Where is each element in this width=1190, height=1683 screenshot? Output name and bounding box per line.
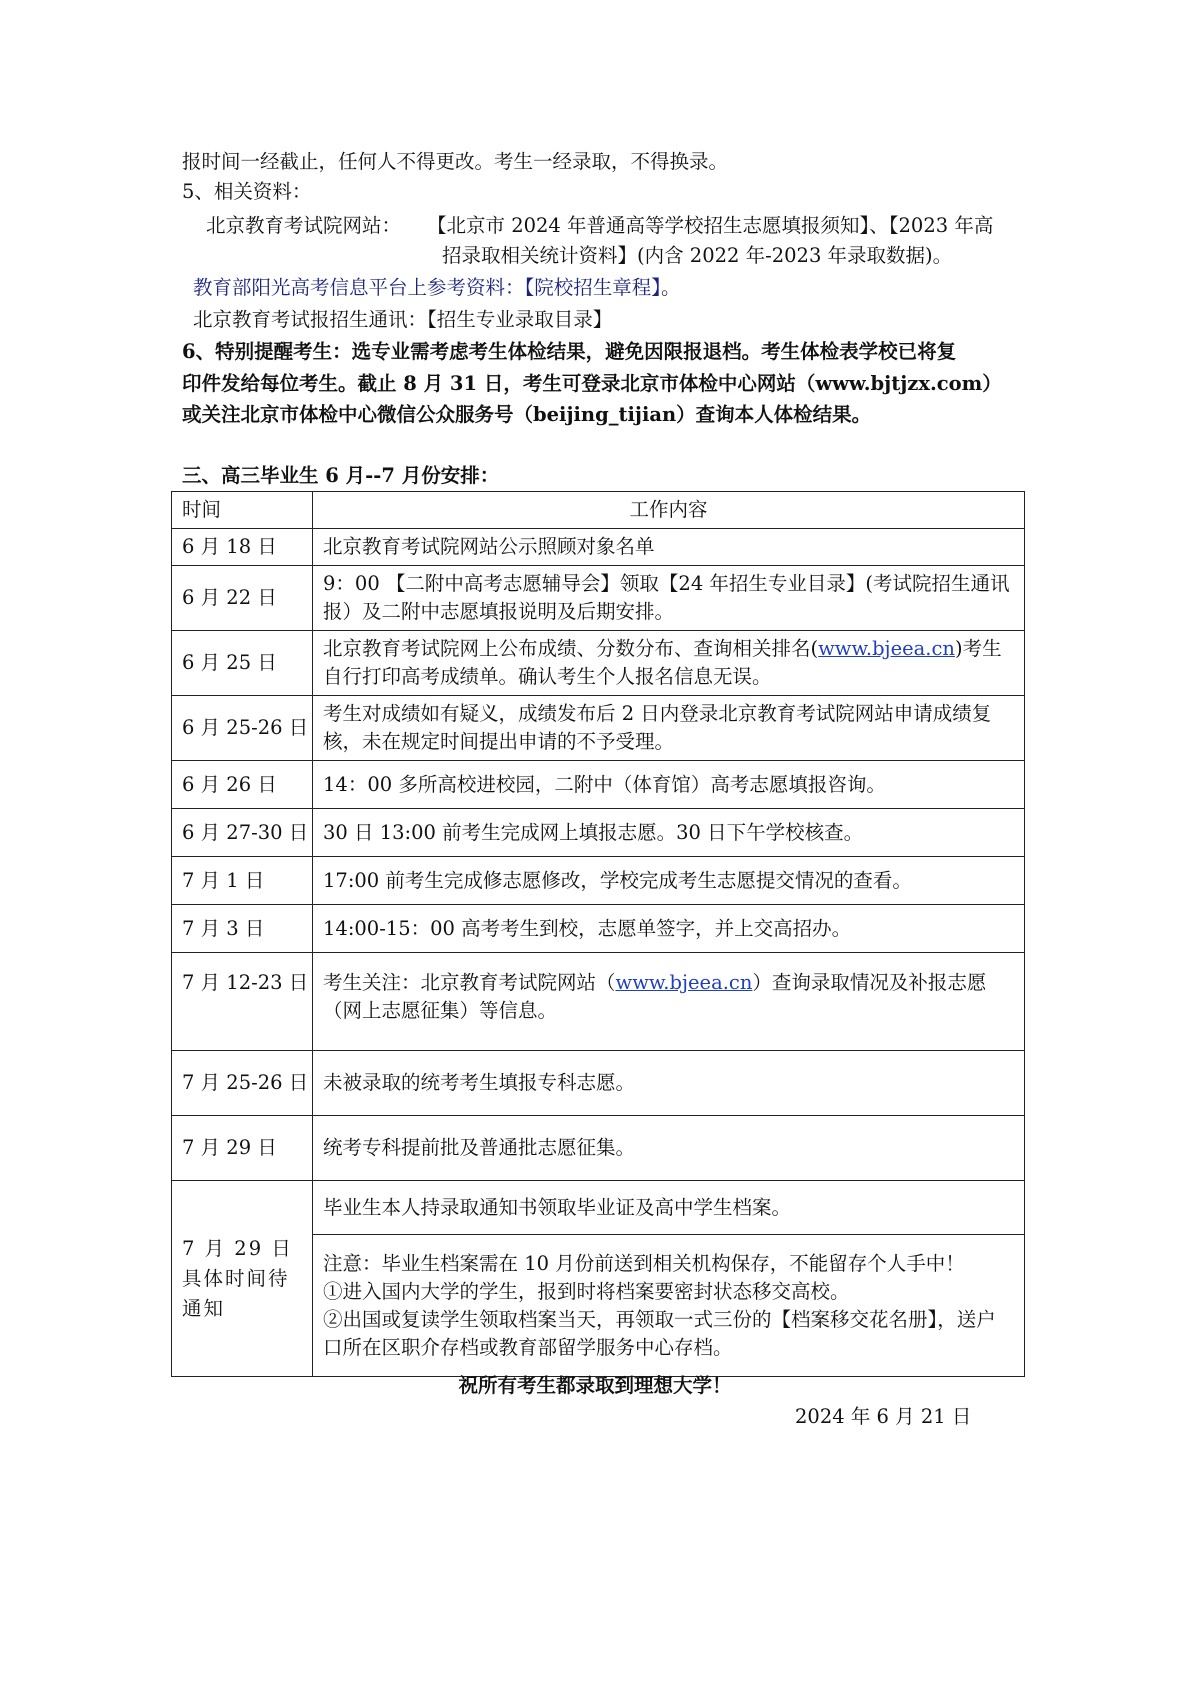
table-row: [172, 809, 1025, 857]
row-time: 6 月 27-30 日: [172, 809, 313, 857]
item6-line2: 印件发给每位考生。截止 8 月 31 日，考生可登录北京市体检中心网站（www.bjtjzx.com）: [182, 372, 1002, 395]
table-row: [172, 905, 1025, 953]
site-docs-line2: 招录取相关统计资料】(内含 2022 年-2023 年录取数据)。: [442, 244, 953, 267]
site-docs-line1: 【北京市 2024 年普通高等学校招生志愿填报须知】、【2023 年高: [427, 214, 994, 237]
table-row: [172, 857, 1025, 905]
row-time: 7 月 25-26 日: [172, 1051, 313, 1116]
row-content: 统考专科提前批及普通批志愿征集。: [313, 1116, 1025, 1181]
row-content: 9：00 【二附中高考志愿辅导会】领取【24 年招生专业目录】(考试院招生通讯报）及二附中志愿填报说明及后期安排。: [313, 566, 1025, 631]
item5-title: 5、相关资料：: [182, 180, 312, 203]
table-row: [172, 696, 1025, 761]
item6-line3: 或关注北京市体检中心微信公众服务号（beijing_tijian）查询本人体检结果。: [182, 403, 872, 426]
row-content-text: 考生关注：北京教育考试院网站（: [323, 971, 616, 994]
table-row: [172, 566, 1025, 631]
row-content: [313, 631, 1025, 696]
row-time: 7 月 12-23 日: [172, 953, 313, 1051]
row-time: 7 月 3 日: [172, 905, 313, 953]
table-row: [172, 1116, 1025, 1181]
row-time: 6 月 26 日: [172, 761, 313, 809]
sunshine-doc: 【院校招生章程】: [524, 276, 662, 299]
row-content-text: )考生自行打印高考成绩单。确认考生个人报名信息无误。: [323, 637, 1002, 688]
archive-note: 注意：毕业生档案需在 10 月份前送到相关机构保存，不能留存个人手中！: [323, 1251, 965, 1275]
schedule-table: [171, 491, 1025, 1377]
section3-title: 三、高三毕业生 6 月--7 月份安排：: [182, 464, 500, 487]
archive-note-domestic: ①进入国内大学的学生，报到时将档案要密封状态移交高校。: [323, 1279, 850, 1303]
row-time: 7 月 1 日: [172, 857, 313, 905]
row-content: 毕业生本人持录取通知书领取毕业证及高中学生档案。: [313, 1181, 1025, 1235]
sunshine-label: 教育部阳光高考信息平台上参考资料：: [193, 276, 525, 299]
row-content-text: ）查询录取情况及补报志愿（网上志愿征集）等信息。: [323, 971, 987, 1022]
row-content: 14:00-15：00 高考考生到校，志愿单签字，并上交高招办。: [313, 905, 1025, 953]
bulletin-line: 北京教育考试报招生通讯：【招生专业录取目录】: [193, 308, 613, 331]
row-content: 北京教育考试院网站公示照顾对象名单: [313, 529, 1025, 566]
row-content: 17:00 前考生完成修志愿修改，学校完成考生志愿提交情况的查看。: [313, 857, 1025, 905]
bjeea-link[interactable]: www.bjeea.cn: [615, 971, 753, 994]
header-content: 工作内容: [313, 492, 1025, 529]
row-time: 7 月 29 日具体时间待通知: [172, 1181, 313, 1377]
sunshine-line: [193, 273, 681, 303]
table-row: [172, 761, 1025, 809]
row-content: 30 日 13:00 前考生完成网上填报志愿。30 日下午学校核查。: [313, 809, 1025, 857]
row-content: [313, 953, 1025, 1051]
table-row: [172, 1181, 1025, 1235]
row-time: 6 月 25 日: [172, 631, 313, 696]
closing-wish: 祝所有考生都录取到理想大学！: [458, 1374, 732, 1397]
table-row: [172, 1051, 1025, 1116]
row-content-text: 北京教育考试院网上公布成绩、分数分布、查询相关排名(: [323, 637, 819, 660]
table-header-row: [172, 492, 1025, 529]
closing-date: 2024 年 6 月 21 日: [795, 1405, 972, 1428]
table-row: [172, 631, 1025, 696]
row-content: 未被录取的统考考生填报专科志愿。: [313, 1051, 1025, 1116]
table-row: [172, 529, 1025, 566]
sunshine-end: 。: [661, 276, 681, 299]
header-time: 时间: [172, 492, 313, 529]
row-time: 7 月 29 日: [172, 1116, 313, 1181]
item6-line1: 6、特别提醒考生：选专业需考虑考生体检结果，避免因限报退档。考生体检表学校已将复: [182, 340, 957, 363]
row-content: 14：00 多所高校进校园，二附中（体育馆）高考志愿填报咨询。: [313, 761, 1025, 809]
row-time: 6 月 22 日: [172, 566, 313, 631]
intro-line: 报时间一经截止，任何人不得更改。考生一经录取，不得换录。: [182, 150, 729, 173]
row-time: 6 月 18 日: [172, 529, 313, 566]
row-content-notes: [313, 1235, 1025, 1377]
bjeea-link[interactable]: www.bjeea.cn: [818, 637, 955, 660]
archive-note-abroad: ②出国或复读学生领取档案当天，再领取一式三份的【档案移交花名册】，送户口所在区职介存档或教育部留学服务中心存档。: [323, 1307, 996, 1359]
row-time: 6 月 25-26 日: [172, 696, 313, 761]
table-row: [172, 953, 1025, 1051]
row-content: 考生对成绩如有疑义，成绩发布后 2 日内登录北京教育考试院网站申请成绩复核，未在规定时间提出申请的不予受理。: [313, 696, 1025, 761]
site-label: 北京教育考试院网站：: [206, 214, 402, 237]
